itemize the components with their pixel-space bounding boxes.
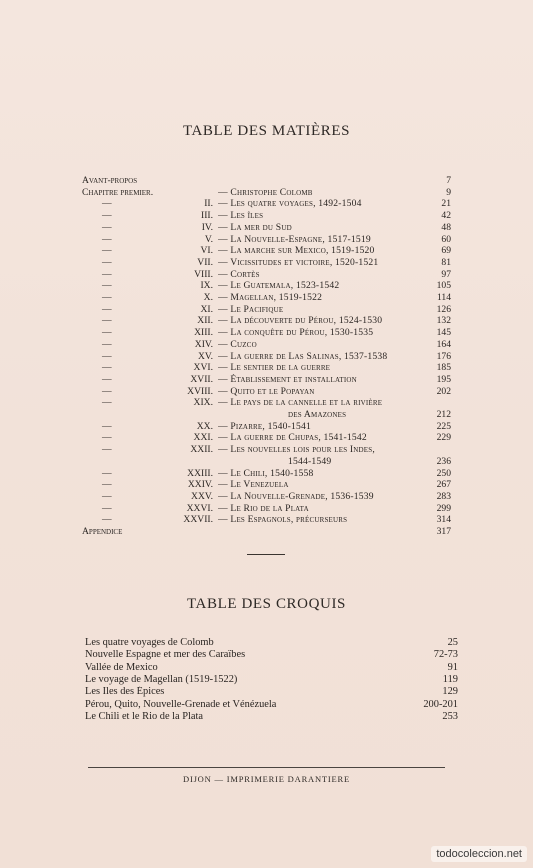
croquis-page-number: 253	[442, 710, 458, 722]
toc-title: — Cuzco	[218, 338, 257, 350]
toc-page-number: 250	[436, 467, 451, 479]
toc-row	[0, 269, 533, 281]
toc-title: — Les nouvelles lois pour les Indes,	[218, 444, 375, 456]
toc-chapter: IX.	[200, 280, 213, 292]
toc-chapter: XIII.	[194, 327, 213, 339]
toc-chapter: XVII.	[190, 373, 213, 385]
toc-title: — Cortès	[218, 268, 260, 280]
toc-row	[0, 386, 533, 398]
toc-chapter: XXIV.	[187, 479, 213, 491]
toc-row	[0, 175, 533, 187]
toc-page-number: 195	[436, 373, 451, 385]
toc-title: — Le Rio de la Plata	[218, 502, 309, 514]
croquis-title: Les quatre voyages de Colomb	[85, 637, 214, 648]
toc-page-number: 126	[436, 303, 451, 315]
toc-dash: —	[102, 432, 112, 444]
toc-dash: —	[102, 397, 112, 409]
toc-dash: —	[102, 268, 112, 280]
toc-title: — Magellan, 1519-1522	[218, 292, 323, 303]
toc-page-number: 48	[441, 221, 451, 233]
croquis-row	[0, 662, 533, 674]
toc-chapter: Chapitre premier.	[82, 186, 154, 198]
toc-title: — La marche sur Mexico, 1519-1520	[218, 245, 375, 257]
toc-page-number: 164	[436, 338, 451, 350]
toc-page-number: 176	[436, 350, 451, 362]
toc-dash: —	[102, 233, 112, 245]
croquis-title: Les Iles des Épices	[85, 686, 165, 698]
toc-row	[0, 526, 533, 538]
toc-page-number: 229	[436, 432, 451, 444]
toc-title: — La conquête du Pérou, 1530-1535	[218, 327, 374, 339]
toc-row	[0, 362, 533, 374]
toc-page-number: 145	[436, 327, 451, 339]
croquis-row	[0, 649, 533, 661]
toc-page-number: 299	[436, 502, 451, 514]
toc-chapter: V.	[204, 233, 213, 245]
toc-dash: —	[102, 420, 112, 432]
toc-page-number: 314	[436, 514, 451, 526]
toc-chapter: XIX.	[193, 397, 213, 409]
croquis-page-number: 25	[447, 637, 458, 648]
watermark-label: todocoleccion.net	[431, 846, 527, 862]
toc-row	[0, 245, 533, 257]
croquis-row	[0, 711, 533, 723]
toc-chapter: XV.	[197, 350, 213, 362]
toc-dash: —	[102, 479, 112, 491]
toc-chapter: II.	[204, 198, 213, 210]
toc-title: — Quito et le Popayan	[218, 385, 315, 397]
toc-row	[0, 444, 533, 456]
toc-dash: —	[102, 221, 112, 233]
toc-page-number: 105	[436, 280, 451, 292]
toc-chapter: VII.	[197, 256, 213, 268]
croquis-row	[0, 686, 533, 698]
toc-chapter: X.	[203, 292, 213, 303]
toc-page-number: 236	[436, 455, 451, 467]
toc-page-number: 81	[441, 256, 451, 268]
toc-title: — La mer du Sud	[218, 221, 292, 233]
toc-page-number: 21	[441, 198, 451, 210]
toc-title: — Les îles	[218, 210, 264, 222]
toc-row	[0, 315, 533, 327]
toc-chapter: XIV.	[194, 338, 213, 350]
toc-title: — Le Venezuela	[218, 479, 289, 491]
croquis-page-number: 72-73	[433, 649, 458, 661]
toc-title: — La guerre de Chupas, 1541-1542	[218, 432, 367, 444]
toc-dash: —	[102, 502, 112, 514]
croquis-row	[0, 674, 533, 686]
toc-title: — La guerre de Las Salinas, 1537-1538	[218, 350, 388, 362]
toc-title: — Le Pacifique	[218, 303, 284, 315]
toc-row	[0, 187, 533, 199]
toc-row	[0, 280, 533, 292]
toc-row	[0, 432, 533, 444]
croquis-title: Pérou, Quito, Nouvelle-Grenade et Vénézuela	[85, 698, 277, 710]
toc-label: Avant-propos	[82, 175, 138, 186]
toc-dash: —	[102, 292, 112, 303]
footer-rule	[88, 767, 445, 768]
toc-chapter: XXI.	[193, 432, 213, 444]
toc-page-number: 132	[436, 315, 451, 327]
toc-chapter: VIII.	[194, 268, 213, 280]
toc-label: Appendice	[82, 526, 123, 537]
toc-dash: —	[102, 303, 112, 315]
toc-row	[0, 304, 533, 316]
toc-title: — La Nouvelle-Grenade, 1536-1539	[218, 490, 374, 502]
toc-page-number: 185	[436, 362, 451, 374]
toc-row	[0, 292, 533, 304]
croquis-page-number: 129	[442, 686, 458, 698]
toc-row	[0, 222, 533, 234]
toc-chapter: XXIII.	[187, 467, 213, 479]
toc-chapter: IV.	[201, 221, 213, 233]
toc-title: — La Nouvelle-Espagne, 1517-1519	[218, 233, 371, 245]
toc-dash: —	[102, 315, 112, 327]
toc-heading: TABLE DES MATIÈRES	[182, 123, 351, 139]
croquis-heading: TABLE DES CROQUIS	[186, 596, 346, 612]
section-divider	[247, 554, 285, 555]
toc-page-number: 60	[441, 233, 451, 245]
croquis-page-number: 119	[442, 673, 458, 685]
toc-chapter: XXII.	[190, 444, 213, 456]
toc-dash: —	[102, 338, 112, 350]
toc-dash: —	[102, 373, 112, 385]
toc-dash: —	[102, 444, 112, 456]
toc-title: — Les quatre voyages, 1492-1504	[218, 198, 362, 210]
toc-chapter: XXVII.	[183, 514, 213, 526]
toc-title: — Le Chili, 1540-1558	[218, 467, 314, 479]
toc-chapter: XI.	[200, 303, 213, 315]
toc-dash: —	[102, 198, 112, 210]
toc-row	[0, 514, 533, 526]
toc-title: — Le Guatemala, 1523-1542	[218, 280, 340, 292]
croquis-row	[0, 637, 533, 649]
toc-row	[0, 491, 533, 503]
toc-page-number: 317	[436, 526, 451, 537]
toc-row	[0, 351, 533, 363]
toc-page-number: 225	[436, 420, 451, 432]
toc-page-number: 9	[446, 186, 451, 198]
toc-title: des Amazones	[288, 409, 347, 420]
toc-chapter: XVI.	[193, 362, 213, 374]
croquis-page-number: 200-201	[423, 698, 458, 710]
croquis-title: Vallée de Mexico	[85, 661, 158, 673]
toc-row	[0, 479, 533, 491]
croquis-title: Nouvelle Espagne et mer des Caraïbes	[85, 649, 246, 661]
toc-page-number: 97	[441, 268, 451, 280]
toc-row	[0, 198, 533, 210]
toc-title: — Le pays de la cannelle et la rivière	[218, 397, 383, 409]
toc-page-number: 42	[441, 210, 451, 222]
toc-dash: —	[102, 350, 112, 362]
toc-row	[0, 503, 533, 515]
toc-page-number: 283	[436, 490, 451, 502]
toc-dash: —	[102, 362, 112, 374]
toc-page-number: 7	[446, 175, 451, 186]
toc-row	[0, 374, 533, 386]
toc-row	[0, 234, 533, 246]
toc-row	[0, 409, 533, 421]
toc-dash: —	[102, 490, 112, 502]
toc-chapter: XII.	[197, 315, 213, 327]
toc-page-number: 212	[436, 409, 451, 420]
toc-title: — Établissement et installation	[218, 373, 357, 385]
toc-row	[0, 468, 533, 480]
toc-title: — Pizarre, 1540-1541	[218, 420, 311, 432]
toc-row	[0, 456, 533, 468]
toc-dash: —	[102, 514, 112, 526]
toc-dash: —	[102, 210, 112, 222]
toc-title: — Christophe Colomb	[218, 186, 313, 198]
toc-row	[0, 339, 533, 351]
toc-dash: —	[102, 327, 112, 339]
toc-row	[0, 257, 533, 269]
toc-chapter: XXVI.	[186, 502, 213, 514]
toc-row	[0, 421, 533, 433]
toc-chapter: XVIII.	[187, 385, 213, 397]
croquis-title: Le Chili et le Rio de la Plata	[85, 710, 204, 722]
toc-title: — La découverte du Pérou, 1524-1530	[218, 315, 383, 327]
toc-title: 1544-1549	[288, 455, 332, 467]
toc-page-number: 267	[436, 479, 451, 491]
croquis-row	[0, 699, 533, 711]
toc-title: — Vicissitudes et victoire, 1520-1521	[218, 256, 379, 268]
toc-row	[0, 210, 533, 222]
toc-row	[0, 327, 533, 339]
croquis-title: Le voyage de Magellan (1519-1522)	[85, 673, 238, 685]
toc-dash: —	[102, 467, 112, 479]
toc-title: — Les Espagnols, précurseurs	[218, 514, 348, 526]
toc-chapter: XXV.	[191, 490, 213, 502]
toc-dash: —	[102, 280, 112, 292]
toc-chapter: VI.	[200, 245, 213, 257]
croquis-page-number: 91	[447, 661, 458, 673]
toc-row	[0, 397, 533, 409]
toc-title: — Le sentier de la guerre	[218, 362, 331, 374]
toc-page-number: 114	[436, 292, 451, 303]
toc-page-number: 69	[441, 245, 451, 257]
toc-chapter: XX.	[196, 420, 213, 432]
toc-dash: —	[102, 385, 112, 397]
toc-dash: —	[102, 245, 112, 257]
toc-chapter: III.	[201, 210, 213, 222]
printer-imprint: DIJON — IMPRIMERIE DARANTIERE	[183, 774, 350, 784]
toc-dash: —	[102, 256, 112, 268]
toc-page-number: 202	[436, 385, 451, 397]
